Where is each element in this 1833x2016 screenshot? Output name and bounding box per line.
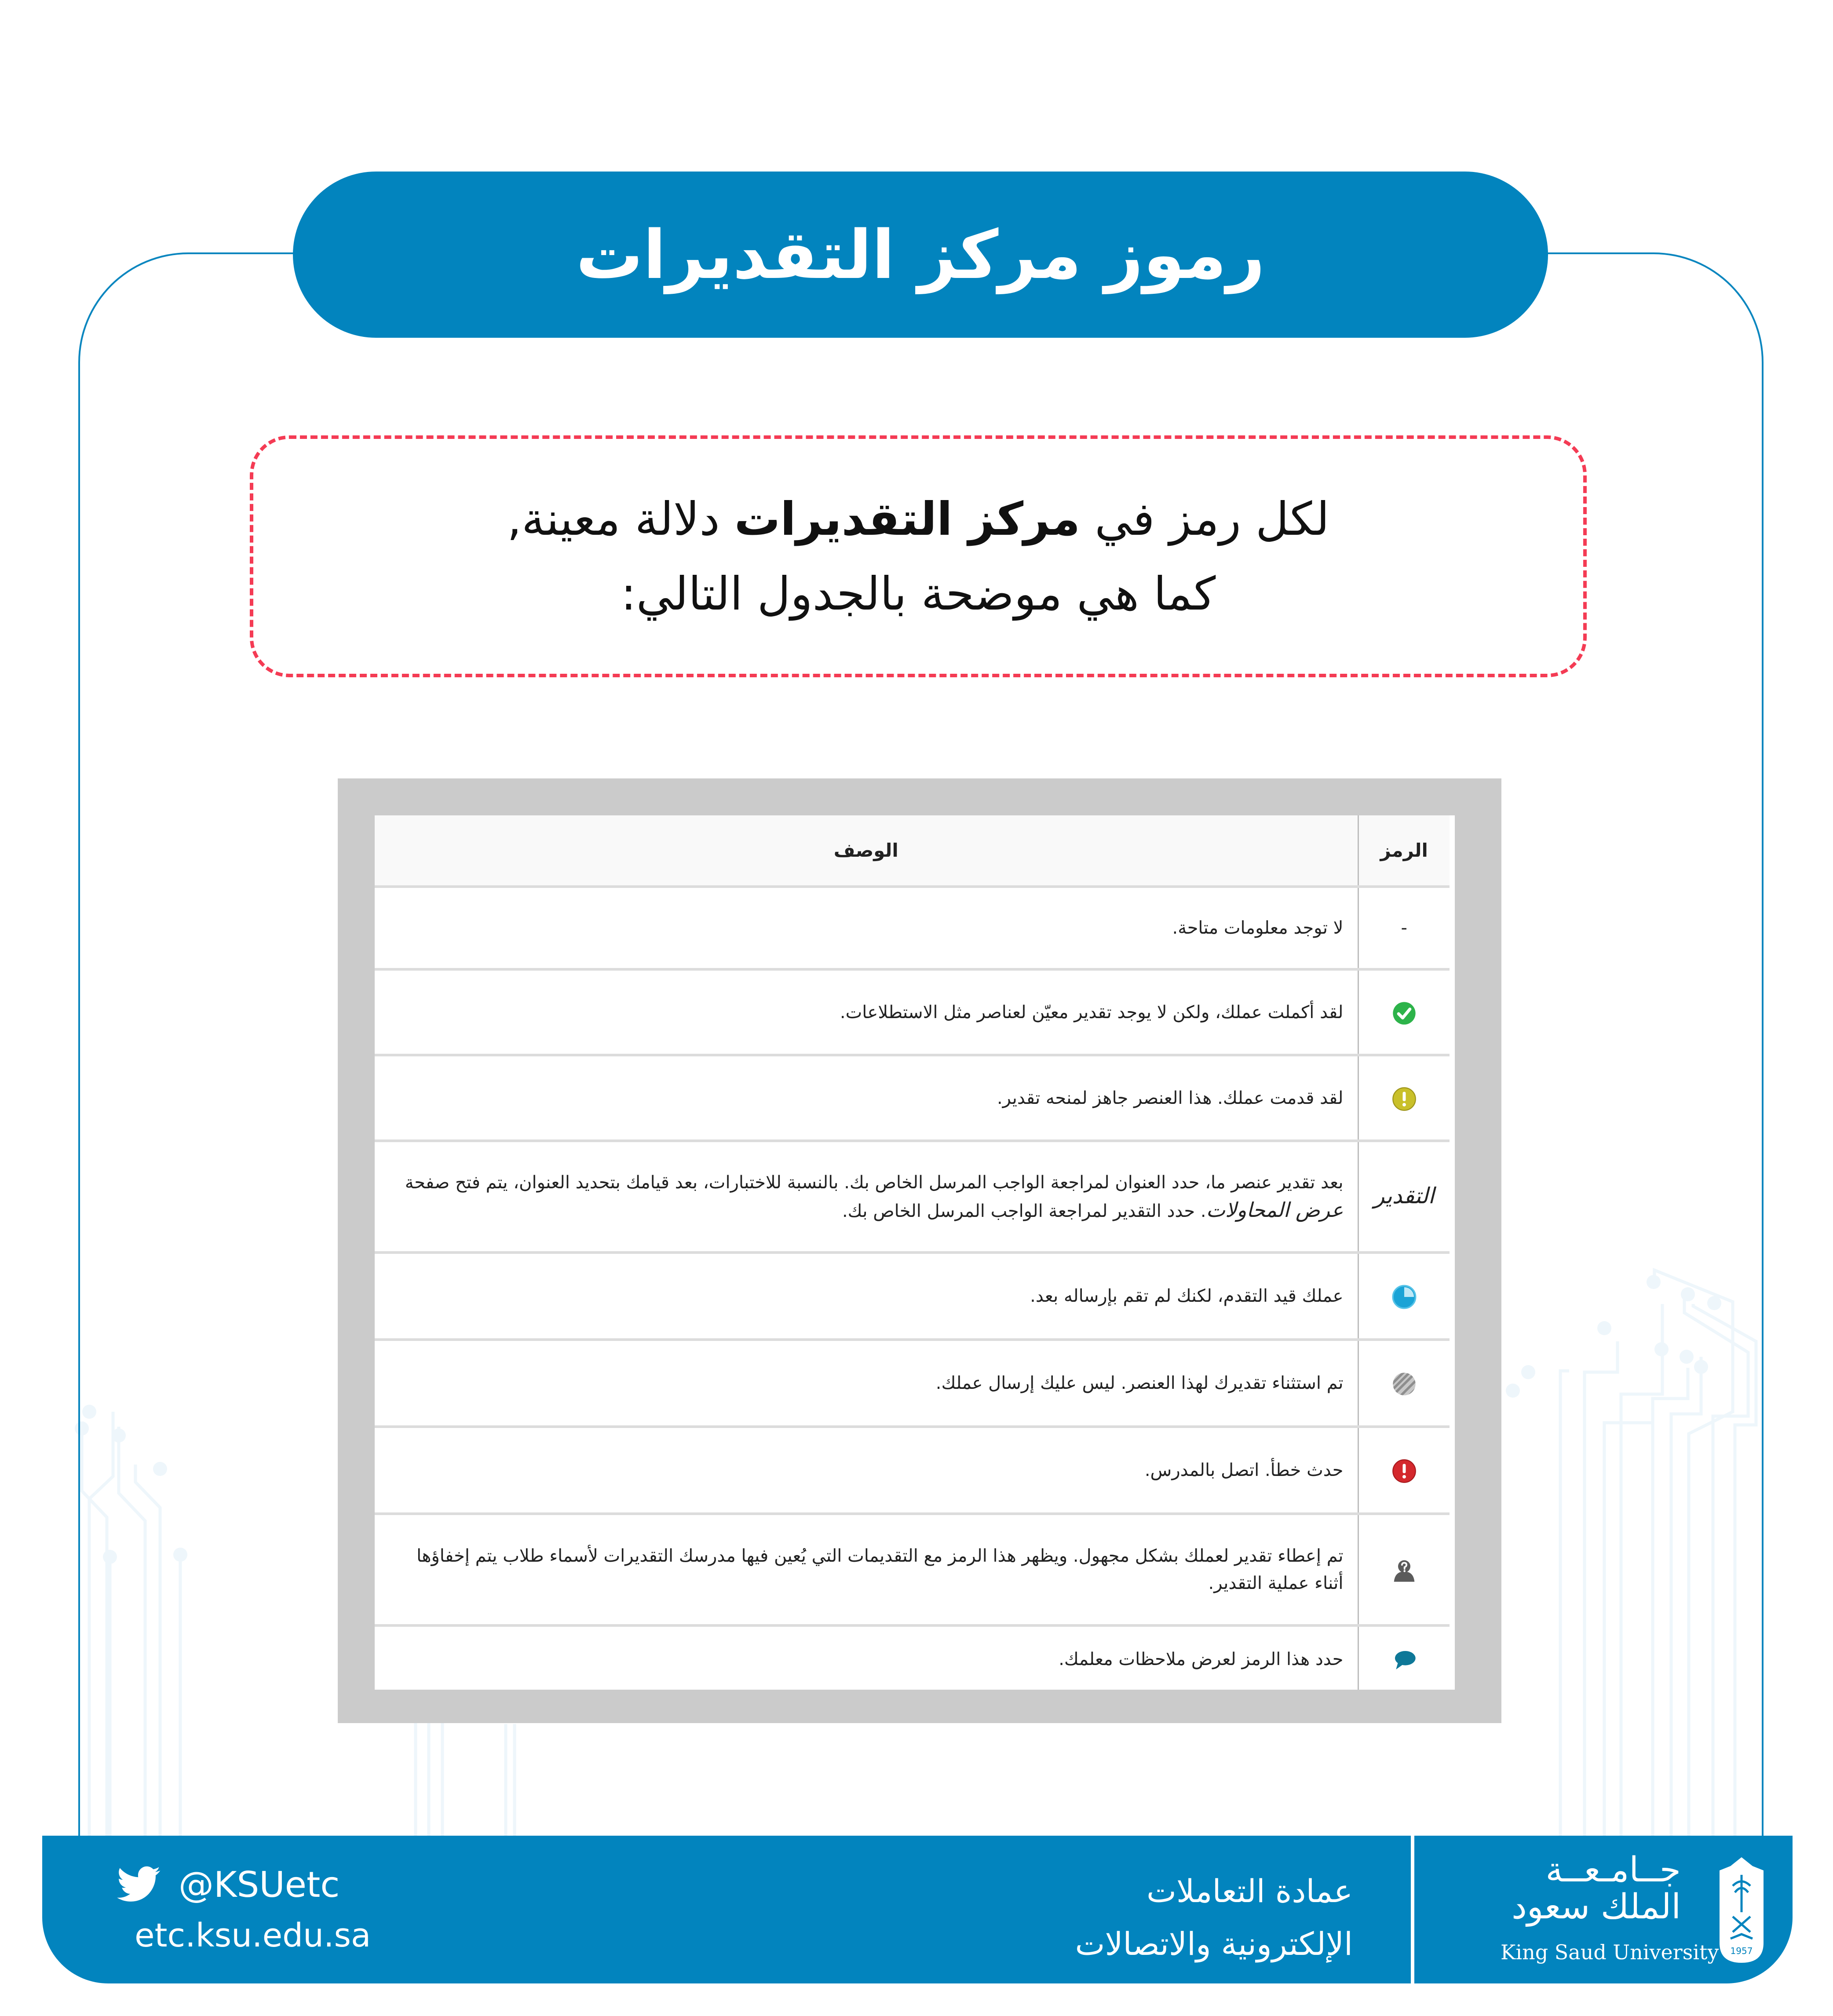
department-line-1: عمادة التعاملات <box>1147 1873 1353 1910</box>
grade-text-symbol: التقدير <box>1374 1183 1435 1209</box>
dash-symbol: - <box>1401 918 1407 938</box>
university-ar-line-1: جــامـعــة <box>1545 1850 1681 1890</box>
symbol-cell <box>1358 1625 1450 1690</box>
description-cell: لا توجد معلومات متاحة. <box>375 887 1358 969</box>
twitter-link[interactable] <box>117 1860 371 1909</box>
website-link[interactable]: etc.ksu.edu.sa <box>135 1917 371 1954</box>
table-row <box>375 1253 1450 1340</box>
footer-social <box>117 1860 371 1954</box>
view-attempts-emphasis: عرض المحاولات <box>1206 1198 1344 1222</box>
description-cell: لقد أكملت عملك، ولكن لا يوجد تقدير معيّن لعناصر مثل الاستطلاعات. <box>375 969 1358 1055</box>
description-cell: تم إعطاء تقدير لعملك بشكل مجهول. ويظهر هذا الرمز مع التقديمات التي يُعين فيها مدرسك التقديرات لأسماء طلاب يتم إخفاؤها أثناء عملية التقدير. <box>375 1514 1358 1625</box>
university-crest-icon <box>1711 1855 1772 1965</box>
table-header-row <box>375 815 1450 887</box>
teal-speech-bubble-icon <box>1392 1648 1417 1673</box>
university-logo <box>1465 1852 1782 1966</box>
description-cell <box>375 1141 1358 1253</box>
description-cell: حدد هذا الرمز لعرض ملاحظات معلمك. <box>1059 1649 1344 1669</box>
table-row <box>375 969 1450 1055</box>
intro-emphasis: مركز التقديرات <box>734 492 1081 546</box>
twitter-bird-icon <box>117 1866 161 1903</box>
university-name-arabic <box>1512 1852 1681 1925</box>
university-ar-line-2: الملك سعود <box>1512 1887 1681 1927</box>
yellow-exclamation-circle-icon <box>1392 1087 1417 1111</box>
symbol-cell <box>1358 969 1450 1055</box>
column-header-description: الوصف <box>375 815 1358 887</box>
gray-striped-exempt-icon <box>1392 1372 1417 1396</box>
footer-divider <box>1411 1836 1414 1983</box>
symbol-cell <box>1358 1253 1450 1340</box>
description-text: . حدد التقدير لمراجعة الواجب المرسل الخاص بك. <box>842 1201 1206 1221</box>
table-row <box>375 1427 1450 1514</box>
description-cell: تم استثناء تقديرك لهذا العنصر. ليس عليك إرسال عملك. <box>375 1340 1358 1427</box>
footer-bar <box>42 1836 1793 1983</box>
column-header-symbol: الرمز <box>1358 815 1450 887</box>
symbol-cell <box>1358 1514 1450 1625</box>
symbols-table-container <box>375 815 1455 1690</box>
crest-year: 1957 <box>1730 1946 1753 1956</box>
green-check-circle-icon <box>1392 1001 1417 1026</box>
symbol-cell <box>1358 1427 1450 1514</box>
symbols-table <box>375 815 1450 1690</box>
page-title: رموز مركز التقديرات <box>576 215 1265 294</box>
intro-callout <box>250 435 1587 677</box>
table-row <box>375 1340 1450 1427</box>
intro-text: دلالة معينة, <box>507 492 734 546</box>
department-name <box>1075 1865 1353 1970</box>
description-cell: حدث خطأ. اتصل بالمدرس. <box>375 1427 1358 1514</box>
table-row <box>375 887 1450 969</box>
table-row <box>375 1514 1450 1625</box>
university-name-english: King Saud University <box>1501 1940 1719 1964</box>
blue-in-progress-clock-icon <box>1392 1285 1417 1309</box>
symbol-cell <box>1358 1340 1450 1427</box>
symbols-table-screenshot <box>338 778 1501 1723</box>
description-text: بعد تقدير عنصر ما، حدد العنوان لمراجعة الواجب المرسل الخاص بك. بالنسبة للاختبارات، بعد قيامك بتحديد العنوان، يتم فتح صفحة <box>405 1172 1344 1193</box>
symbol-cell <box>1358 1141 1450 1253</box>
symbol-cell <box>1358 1055 1450 1141</box>
red-error-exclamation-icon <box>1392 1459 1417 1483</box>
department-line-2: الإلكترونية والاتصالات <box>1075 1925 1353 1962</box>
title-banner <box>293 172 1548 338</box>
twitter-handle: @KSUetc <box>179 1864 340 1905</box>
intro-line-2: كما هي موضحة بالجدول التالي: <box>621 567 1216 621</box>
intro-line-1 <box>507 482 1329 556</box>
table-row <box>375 1625 1450 1690</box>
description-cell: عملك قيد التقدم، لكنك لم تقم بإرساله بعد. <box>375 1253 1358 1340</box>
symbol-cell <box>1358 887 1450 969</box>
intro-text: لكل رمز في <box>1080 492 1329 546</box>
anonymous-person-question-icon <box>1392 1558 1417 1583</box>
table-row <box>375 1141 1450 1253</box>
table-row <box>375 1055 1450 1141</box>
description-cell: لقد قدمت عملك. هذا العنصر جاهز لمنحه تقدير. <box>375 1055 1358 1141</box>
